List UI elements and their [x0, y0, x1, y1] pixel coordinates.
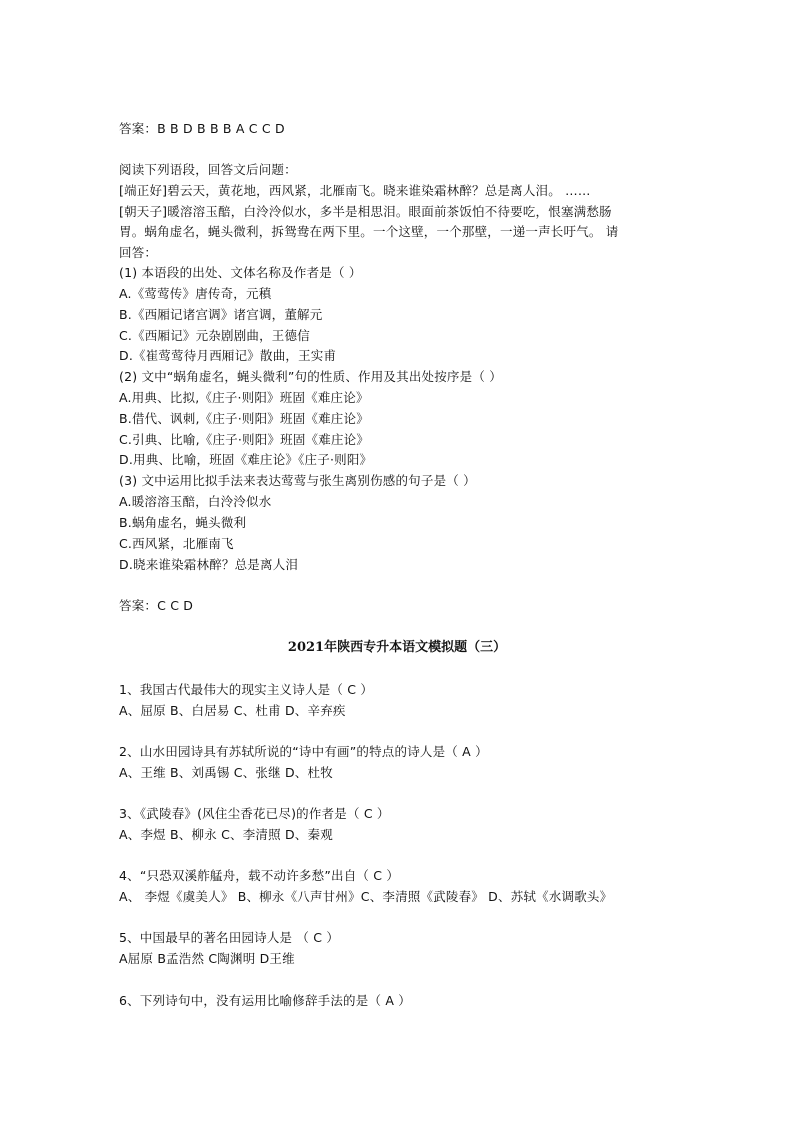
mcq-question: 5、中国最早的著名田园诗人是 （ C ）: [119, 930, 340, 945]
passage-line: [端正好]碧云天，黄花地，西风紧，北雁南飞。晓来谁染霜林醉？总是离人泪。 ……: [119, 183, 591, 198]
mcq-question: 2、山水田园诗具有苏轼所说的“诗中有画”的特点的诗人是（ A ）: [119, 744, 488, 759]
question-option: C.《西厢记》元杂剧剧曲，王德信: [119, 328, 310, 343]
question-option: B.蜗角虚名，蝇头微利: [119, 515, 247, 530]
answer-line-2: 答案：C C D: [119, 598, 194, 613]
passage-line: 胃。蜗角虚名，蝇头微利，拆鸳鸯在两下里。一个这壁，一个那壁，一递一声长吁气。 请: [119, 224, 619, 239]
question-option: D.《崔莺莺待月西厢记》散曲，王实甫: [119, 348, 337, 363]
passage-intro: 阅读下列语段，回答文后问题：: [119, 162, 297, 177]
mcq-question: 1、我国古代最伟大的现实主义诗人是（ C ）: [119, 682, 374, 697]
mcq-choices: A、屈原 B、白居易 C、杜甫 D、辛弃疾: [119, 703, 346, 718]
question-stem: (1) 本语段的出处、文体名称及作者是（ ）: [119, 265, 362, 280]
question-option: D.用典、比喻，班固《难庄论》《庄子·则阳》: [119, 452, 373, 467]
exam-title: 2021年陕西专升本语文模拟题（三）: [287, 640, 507, 655]
question-stem: (2) 文中“蜗角虚名，蝇头微利”句的性质、作用及其出处按序是（ ）: [119, 369, 502, 384]
question-option: B.《西厢记诸宫调》诸宫调，董解元: [119, 307, 323, 322]
mcq-choices: A屈原 B孟浩然 C陶渊明 D王维: [119, 951, 295, 966]
question-option: A.用典、比拟,《庄子·则阳》班固《难庄论》: [119, 390, 369, 405]
question-option: A.暖溶溶玉醅，白泠泠似水: [119, 494, 272, 509]
answer-line-1: 答案：B B D B B B A C C D: [119, 121, 285, 136]
question-option: A.《莺莺传》唐传奇，元稹: [119, 286, 272, 301]
question-option: D.晓来谁染霜林醉？总是离人泪: [119, 557, 299, 572]
mcq-question: 4、“只恐双溪舴艋舟，载不动许多愁”出自（ C ）: [119, 868, 400, 883]
question-stem: (3) 文中运用比拟手法来表达莺莺与张生离别伤感的句子是（ ）: [119, 473, 476, 488]
mcq-choices: A、王维 B、刘禹锡 C、张继 D、杜牧: [119, 765, 333, 780]
question-option: C.引典、比喻,《庄子·则阳》班固《难庄论》: [119, 432, 370, 447]
passage-line: 回答：: [119, 245, 158, 260]
mcq-question: 6、下列诗句中，没有运用比喻修辞手法的是（ A ）: [119, 993, 411, 1008]
question-option: B.借代、讽刺,《庄子·则阳》班固《难庄论》: [119, 411, 369, 426]
mcq-question: 3、《武陵春》(风住尘香花已尽)的作者是（ C ）: [119, 806, 390, 821]
question-option: C.西风紧，北雁南飞: [119, 536, 234, 551]
passage-line: [朝天子]暖溶溶玉醅，白泠泠似水，多半是相思泪。眼面前茶饭怕不待要吃，恨塞满愁肠: [119, 204, 612, 219]
mcq-choices: A、 李煜《虞美人》 B、柳永《八声甘州》C、李清照《武陵春》 D、苏轼《水调歌头》: [119, 889, 613, 904]
mcq-choices: A、李煜 B、柳永 C、李清照 D、秦观: [119, 827, 333, 842]
